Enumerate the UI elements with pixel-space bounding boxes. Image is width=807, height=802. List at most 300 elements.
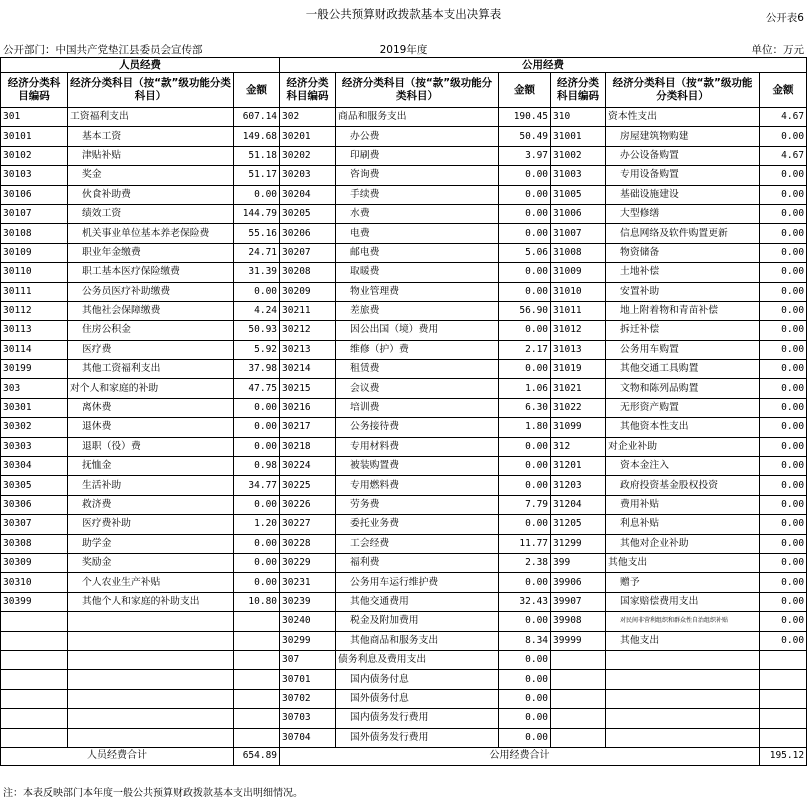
personnel-code-cell: 30307 xyxy=(1,515,68,534)
public-a-amount-cell: 0.00 xyxy=(499,476,551,495)
personnel-code-cell: 30114 xyxy=(1,340,68,359)
public-a-name-cell: 福利费 xyxy=(336,553,499,572)
footnote: 注：本表反映部门本年度一般公共预算财政拨款基本支出明细情况。 xyxy=(3,788,303,799)
public-b-amount-cell xyxy=(760,709,807,728)
public-b-amount-cell: 0.00 xyxy=(760,224,807,243)
public-b-code-cell: 31021 xyxy=(551,379,606,398)
table-row xyxy=(1,495,807,514)
personnel-amount-cell: 0.00 xyxy=(234,495,280,514)
col-code: 经济分类科目编码 xyxy=(551,73,606,108)
public-a-code-cell: 30205 xyxy=(280,204,336,223)
personnel-name-cell xyxy=(68,709,234,728)
personnel-total-amount: 654.89 xyxy=(234,747,280,765)
table-row xyxy=(1,457,807,476)
public-a-amount-cell: 6.30 xyxy=(499,398,551,417)
personnel-amount-cell xyxy=(234,612,280,631)
public-a-code-cell: 30201 xyxy=(280,127,336,146)
public-b-amount-cell: 0.00 xyxy=(760,263,807,282)
personnel-code-cell: 30309 xyxy=(1,553,68,572)
public-a-amount-cell: 7.79 xyxy=(499,495,551,514)
public-b-name-cell: 其他支出 xyxy=(606,553,760,572)
public-b-code-cell xyxy=(551,728,606,747)
personnel-amount-cell: 24.71 xyxy=(234,243,280,262)
public-b-name-cell: 费用补贴 xyxy=(606,495,760,514)
public-b-amount-cell: 0.00 xyxy=(760,573,807,592)
personnel-name-cell: 基本工资 xyxy=(68,127,234,146)
public-b-name-cell: 地上附着物和青苗补偿 xyxy=(606,301,760,320)
public-b-amount-cell xyxy=(760,650,807,669)
public-a-amount-cell: 0.00 xyxy=(499,457,551,476)
personnel-name-cell: 离休费 xyxy=(68,398,234,417)
public-b-name-cell: 利息补贴 xyxy=(606,515,760,534)
personnel-name-cell: 生活补助 xyxy=(68,476,234,495)
public-a-code-cell: 30225 xyxy=(280,476,336,495)
public-b-name-cell: 文物和陈列品购置 xyxy=(606,379,760,398)
public-b-amount-cell: 0.00 xyxy=(760,360,807,379)
public-b-code-cell: 39999 xyxy=(551,631,606,650)
expenditure-table xyxy=(0,57,807,766)
personnel-amount-cell: 37.98 xyxy=(234,360,280,379)
personnel-code-cell: 303 xyxy=(1,379,68,398)
public-b-code-cell: 31007 xyxy=(551,224,606,243)
table-row xyxy=(1,534,807,553)
personnel-amount-cell: 51.17 xyxy=(234,166,280,185)
personnel-amount-cell: 0.00 xyxy=(234,418,280,437)
public-b-name-cell: 专用设备购置 xyxy=(606,166,760,185)
public-a-code-cell: 302 xyxy=(280,108,336,127)
table-row xyxy=(1,146,807,165)
public-b-code-cell: 312 xyxy=(551,437,606,456)
public-a-amount-cell: 0.00 xyxy=(499,573,551,592)
public-b-name-cell: 资本性支出 xyxy=(606,108,760,127)
table-row xyxy=(1,553,807,572)
public-b-code-cell: 31003 xyxy=(551,166,606,185)
public-b-code-cell: 31001 xyxy=(551,127,606,146)
table-row xyxy=(1,224,807,243)
personnel-name-cell: 住房公积金 xyxy=(68,321,234,340)
personnel-name-cell: 救济费 xyxy=(68,495,234,514)
personnel-code-cell: 30103 xyxy=(1,166,68,185)
public-a-name-cell: 差旅费 xyxy=(336,301,499,320)
table-row xyxy=(1,728,807,747)
personnel-code-cell xyxy=(1,631,68,650)
table-row xyxy=(1,166,807,185)
public-b-code-cell: 31008 xyxy=(551,243,606,262)
public-a-code-cell: 30701 xyxy=(280,670,336,689)
personnel-amount-cell: 0.00 xyxy=(234,534,280,553)
public-a-name-cell: 其他商品和服务支出 xyxy=(336,631,499,650)
personnel-name-cell: 绩效工资 xyxy=(68,204,234,223)
unit-label: 单位：万元 xyxy=(751,44,804,56)
public-a-name-cell: 维修（护）费 xyxy=(336,340,499,359)
col-code: 经济分类科目编码 xyxy=(1,73,68,108)
personnel-code-cell: 30303 xyxy=(1,437,68,456)
public-a-name-cell: 国内债务发行费用 xyxy=(336,709,499,728)
public-b-code-cell: 399 xyxy=(551,553,606,572)
personnel-code-cell: 30310 xyxy=(1,573,68,592)
public-b-amount-cell: 0.00 xyxy=(760,495,807,514)
public-b-name-cell: 赠予 xyxy=(606,573,760,592)
table-row xyxy=(1,340,807,359)
public-b-amount-cell: 0.00 xyxy=(760,515,807,534)
public-b-code-cell: 39908 xyxy=(551,612,606,631)
public-b-name-cell: 大型修缮 xyxy=(606,204,760,223)
table-row xyxy=(1,379,807,398)
personnel-name-cell xyxy=(68,670,234,689)
personnel-name-cell: 津贴补贴 xyxy=(68,146,234,165)
public-a-name-cell: 公务接待费 xyxy=(336,418,499,437)
personnel-name-cell: 对个人和家庭的补助 xyxy=(68,379,234,398)
personnel-amount-cell: 0.00 xyxy=(234,553,280,572)
table-row xyxy=(1,418,807,437)
table-row xyxy=(1,709,807,728)
personnel-amount-cell xyxy=(234,650,280,669)
public-b-amount-cell: 0.00 xyxy=(760,553,807,572)
public-a-amount-cell: 8.34 xyxy=(499,631,551,650)
personnel-code-cell: 30302 xyxy=(1,418,68,437)
public-a-name-cell: 因公出国（境）费用 xyxy=(336,321,499,340)
personnel-name-cell: 奖励金 xyxy=(68,553,234,572)
public-a-code-cell: 30704 xyxy=(280,728,336,747)
public-a-name-cell: 手续费 xyxy=(336,185,499,204)
department-label: 公开部门：中国共产党垫江县委员会宣传部 xyxy=(3,44,203,56)
public-a-code-cell: 30211 xyxy=(280,301,336,320)
public-a-name-cell: 税金及附加费用 xyxy=(336,612,499,631)
public-a-code-cell: 30227 xyxy=(280,515,336,534)
public-a-code-cell: 30208 xyxy=(280,263,336,282)
personnel-code-cell: 30306 xyxy=(1,495,68,514)
personnel-amount-cell: 5.92 xyxy=(234,340,280,359)
public-b-code-cell xyxy=(551,689,606,708)
personnel-amount-cell: 10.80 xyxy=(234,592,280,611)
public-a-name-cell: 国外债务付息 xyxy=(336,689,499,708)
public-a-name-cell: 商品和服务支出 xyxy=(336,108,499,127)
personnel-amount-cell: 31.39 xyxy=(234,263,280,282)
personnel-name-cell: 其他社会保障缴费 xyxy=(68,301,234,320)
table-row xyxy=(1,592,807,611)
personnel-amount-cell: 149.68 xyxy=(234,127,280,146)
personnel-amount-cell: 0.00 xyxy=(234,437,280,456)
personnel-amount-cell: 607.14 xyxy=(234,108,280,127)
personnel-amount-cell xyxy=(234,631,280,650)
public-b-name-cell: 安置补助 xyxy=(606,282,760,301)
public-a-name-cell: 国内债务付息 xyxy=(336,670,499,689)
public-a-code-cell: 30202 xyxy=(280,146,336,165)
public-b-amount-cell: 0.00 xyxy=(760,592,807,611)
table-row xyxy=(1,263,807,282)
personnel-name-cell: 其他工资福利支出 xyxy=(68,360,234,379)
public-b-code-cell xyxy=(551,650,606,669)
personnel-code-cell xyxy=(1,650,68,669)
public-a-amount-cell: 0.00 xyxy=(499,224,551,243)
public-a-name-cell: 债务利息及费用支出 xyxy=(336,650,499,669)
public-b-name-cell: 无形资产购置 xyxy=(606,398,760,417)
personnel-code-cell: 30399 xyxy=(1,592,68,611)
public-a-code-cell: 30229 xyxy=(280,553,336,572)
table-row xyxy=(1,282,807,301)
public-b-code-cell: 31205 xyxy=(551,515,606,534)
public-a-amount-cell: 0.00 xyxy=(499,650,551,669)
public-a-amount-cell: 0.00 xyxy=(499,166,551,185)
public-a-amount-cell: 0.00 xyxy=(499,728,551,747)
public-b-name-cell: 房屋建筑物购建 xyxy=(606,127,760,146)
public-a-amount-cell: 2.38 xyxy=(499,553,551,572)
public-a-name-cell: 被装购置费 xyxy=(336,457,499,476)
personnel-amount-cell: 0.98 xyxy=(234,457,280,476)
table-row xyxy=(1,108,807,127)
table-row xyxy=(1,650,807,669)
public-b-name-cell: 土地补偿 xyxy=(606,263,760,282)
public-b-amount-cell: 0.00 xyxy=(760,379,807,398)
public-a-amount-cell: 0.00 xyxy=(499,360,551,379)
public-a-name-cell: 办公费 xyxy=(336,127,499,146)
personnel-name-cell xyxy=(68,728,234,747)
public-a-code-cell: 30299 xyxy=(280,631,336,650)
public-b-code-cell: 31013 xyxy=(551,340,606,359)
public-b-code-cell: 31099 xyxy=(551,418,606,437)
personnel-name-cell: 医疗费补助 xyxy=(68,515,234,534)
column-header-row xyxy=(1,73,807,108)
table-row xyxy=(1,185,807,204)
personnel-name-cell: 伙食补助费 xyxy=(68,185,234,204)
table-row xyxy=(1,243,807,262)
personnel-amount-cell: 144.79 xyxy=(234,204,280,223)
personnel-name-cell: 机关事业单位基本养老保险费 xyxy=(68,224,234,243)
year-label: 2019年度 xyxy=(379,44,428,56)
public-a-name-cell: 其他交通费用 xyxy=(336,592,499,611)
personnel-amount-cell xyxy=(234,709,280,728)
public-a-name-cell: 咨询费 xyxy=(336,166,499,185)
table-row xyxy=(1,573,807,592)
public-a-amount-cell: 2.17 xyxy=(499,340,551,359)
col-name: 经济分类科目（按“款”级功能分类科目） xyxy=(68,73,234,108)
public-b-code-cell: 31201 xyxy=(551,457,606,476)
public-b-amount-cell: 0.00 xyxy=(760,185,807,204)
public-b-code-cell: 31002 xyxy=(551,146,606,165)
public-a-name-cell: 劳务费 xyxy=(336,495,499,514)
public-b-amount-cell: 0.00 xyxy=(760,301,807,320)
public-b-code-cell: 39907 xyxy=(551,592,606,611)
personnel-amount-cell: 0.00 xyxy=(234,398,280,417)
public-a-code-cell: 30207 xyxy=(280,243,336,262)
public-b-code-cell: 31012 xyxy=(551,321,606,340)
personnel-name-cell xyxy=(68,612,234,631)
public-b-amount-cell: 4.67 xyxy=(760,108,807,127)
table-row xyxy=(1,670,807,689)
public-a-amount-cell: 0.00 xyxy=(499,282,551,301)
table-row xyxy=(1,127,807,146)
personnel-code-cell: 30308 xyxy=(1,534,68,553)
public-b-code-cell: 31203 xyxy=(551,476,606,495)
personnel-code-cell: 30101 xyxy=(1,127,68,146)
personnel-name-cell: 退休费 xyxy=(68,418,234,437)
public-a-code-cell: 30239 xyxy=(280,592,336,611)
public-a-amount-cell: 56.90 xyxy=(499,301,551,320)
public-a-amount-cell: 0.00 xyxy=(499,437,551,456)
public-b-name-cell: 物资储备 xyxy=(606,243,760,262)
personnel-code-cell: 30102 xyxy=(1,146,68,165)
public-b-amount-cell: 0.00 xyxy=(760,418,807,437)
public-a-amount-cell: 190.45 xyxy=(499,108,551,127)
col-name: 经济分类科目（按“款”级功能分类科目） xyxy=(606,73,760,108)
public-b-amount-cell: 0.00 xyxy=(760,127,807,146)
public-a-name-cell: 印刷费 xyxy=(336,146,499,165)
public-a-code-cell: 30209 xyxy=(280,282,336,301)
public-a-amount-cell: 1.80 xyxy=(499,418,551,437)
public-b-code-cell: 31204 xyxy=(551,495,606,514)
table-body xyxy=(1,108,807,748)
personnel-code-cell: 30301 xyxy=(1,398,68,417)
public-a-amount-cell: 11.77 xyxy=(499,534,551,553)
public-a-name-cell: 会议费 xyxy=(336,379,499,398)
public-b-code-cell: 31009 xyxy=(551,263,606,282)
col-name: 经济分类科目（按“款”级功能分类科目） xyxy=(336,73,499,108)
public-b-name-cell: 基础设施建设 xyxy=(606,185,760,204)
personnel-code-cell xyxy=(1,689,68,708)
personnel-name-cell: 职业年金缴费 xyxy=(68,243,234,262)
public-a-amount-cell: 0.00 xyxy=(499,612,551,631)
public-a-amount-cell: 0.00 xyxy=(499,515,551,534)
table-row xyxy=(1,398,807,417)
table-row xyxy=(1,301,807,320)
personnel-name-cell: 奖金 xyxy=(68,166,234,185)
public-b-amount-cell: 0.00 xyxy=(760,398,807,417)
public-a-code-cell: 30218 xyxy=(280,437,336,456)
table-row xyxy=(1,321,807,340)
public-a-amount-cell: 0.00 xyxy=(499,204,551,223)
personnel-name-cell xyxy=(68,689,234,708)
personnel-name-cell: 工资福利支出 xyxy=(68,108,234,127)
personnel-amount-cell: 50.93 xyxy=(234,321,280,340)
public-a-code-cell: 30231 xyxy=(280,573,336,592)
personnel-code-cell: 30108 xyxy=(1,224,68,243)
personnel-name-cell: 退职（役）费 xyxy=(68,437,234,456)
public-b-amount-cell xyxy=(760,689,807,708)
public-b-amount-cell: 4.67 xyxy=(760,146,807,165)
personnel-code-cell xyxy=(1,612,68,631)
personnel-code-cell xyxy=(1,670,68,689)
public-a-name-cell: 专用燃料费 xyxy=(336,476,499,495)
public-b-name-cell: 办公设备购置 xyxy=(606,146,760,165)
personnel-code-cell xyxy=(1,728,68,747)
public-a-name-cell: 取暖费 xyxy=(336,263,499,282)
table-row xyxy=(1,437,807,456)
public-a-amount-cell: 50.49 xyxy=(499,127,551,146)
col-amount: 金额 xyxy=(760,73,807,108)
public-b-name-cell: 拆迁补偿 xyxy=(606,321,760,340)
public-a-code-cell: 30240 xyxy=(280,612,336,631)
public-a-amount-cell: 0.00 xyxy=(499,670,551,689)
public-b-code-cell: 31022 xyxy=(551,398,606,417)
personnel-code-cell: 30107 xyxy=(1,204,68,223)
personnel-name-cell: 职工基本医疗保险缴费 xyxy=(68,263,234,282)
personnel-code-cell: 30305 xyxy=(1,476,68,495)
public-b-amount-cell: 0.00 xyxy=(760,612,807,631)
public-b-code-cell: 31019 xyxy=(551,360,606,379)
public-a-name-cell: 水费 xyxy=(336,204,499,223)
public-a-code-cell: 30702 xyxy=(280,689,336,708)
section-personnel: 人员经费 xyxy=(1,58,280,73)
personnel-name-cell: 助学金 xyxy=(68,534,234,553)
public-a-amount-cell: 0.00 xyxy=(499,321,551,340)
public-b-amount-cell xyxy=(760,728,807,747)
personnel-code-cell: 30111 xyxy=(1,282,68,301)
personnel-code-cell: 30304 xyxy=(1,457,68,476)
public-total-amount: 195.12 xyxy=(760,747,807,765)
personnel-total-label: 人员经费合计 xyxy=(1,747,234,765)
public-a-name-cell: 国外债务发行费用 xyxy=(336,728,499,747)
personnel-amount-cell xyxy=(234,670,280,689)
public-b-code-cell xyxy=(551,709,606,728)
public-a-code-cell: 30212 xyxy=(280,321,336,340)
public-b-amount-cell: 0.00 xyxy=(760,476,807,495)
public-a-code-cell: 307 xyxy=(280,650,336,669)
personnel-amount-cell: 4.24 xyxy=(234,301,280,320)
public-a-name-cell: 培训费 xyxy=(336,398,499,417)
public-a-code-cell: 30204 xyxy=(280,185,336,204)
col-amount: 金额 xyxy=(499,73,551,108)
personnel-amount-cell: 55.16 xyxy=(234,224,280,243)
public-a-code-cell: 30213 xyxy=(280,340,336,359)
personnel-amount-cell: 0.00 xyxy=(234,573,280,592)
totals-row xyxy=(1,747,807,765)
public-a-code-cell: 30224 xyxy=(280,457,336,476)
section-public: 公用经费 xyxy=(280,58,807,73)
public-a-code-cell: 30226 xyxy=(280,495,336,514)
personnel-name-cell: 抚恤金 xyxy=(68,457,234,476)
public-a-code-cell: 30206 xyxy=(280,224,336,243)
public-a-amount-cell: 5.06 xyxy=(499,243,551,262)
personnel-name-cell xyxy=(68,650,234,669)
public-b-name-cell: 其他交通工具购置 xyxy=(606,360,760,379)
col-code: 经济分类科目编码 xyxy=(280,73,336,108)
public-total-label: 公用经费合计 xyxy=(280,747,760,765)
table-row xyxy=(1,360,807,379)
public-b-name-cell: 信息网络及软件购置更新 xyxy=(606,224,760,243)
public-b-amount-cell: 0.00 xyxy=(760,340,807,359)
public-a-code-cell: 30215 xyxy=(280,379,336,398)
public-b-name-cell xyxy=(606,728,760,747)
public-a-name-cell: 公务用车运行维护费 xyxy=(336,573,499,592)
public-b-amount-cell: 0.00 xyxy=(760,534,807,553)
public-b-amount-cell: 0.00 xyxy=(760,282,807,301)
public-b-name-cell: 对民间非营利组织和群众性自治组织补贴 xyxy=(606,612,760,631)
personnel-name-cell: 医疗费 xyxy=(68,340,234,359)
public-a-name-cell: 租赁费 xyxy=(336,360,499,379)
public-b-code-cell: 39906 xyxy=(551,573,606,592)
public-b-code-cell xyxy=(551,670,606,689)
personnel-name-cell: 个人农业生产补贴 xyxy=(68,573,234,592)
public-b-name-cell: 政府投资基金股权投资 xyxy=(606,476,760,495)
table-row xyxy=(1,515,807,534)
personnel-code-cell: 30106 xyxy=(1,185,68,204)
public-a-name-cell: 专用材料费 xyxy=(336,437,499,456)
public-a-amount-cell: 0.00 xyxy=(499,263,551,282)
public-b-code-cell: 31299 xyxy=(551,534,606,553)
public-b-amount-cell: 0.00 xyxy=(760,437,807,456)
col-amount: 金额 xyxy=(234,73,280,108)
personnel-name-cell xyxy=(68,631,234,650)
public-b-name-cell xyxy=(606,650,760,669)
personnel-code-cell: 301 xyxy=(1,108,68,127)
personnel-code-cell: 30199 xyxy=(1,360,68,379)
personnel-amount-cell xyxy=(234,728,280,747)
public-b-name-cell: 其他对企业补助 xyxy=(606,534,760,553)
table-row xyxy=(1,476,807,495)
public-a-code-cell: 30214 xyxy=(280,360,336,379)
personnel-code-cell: 30109 xyxy=(1,243,68,262)
personnel-amount-cell: 1.20 xyxy=(234,515,280,534)
